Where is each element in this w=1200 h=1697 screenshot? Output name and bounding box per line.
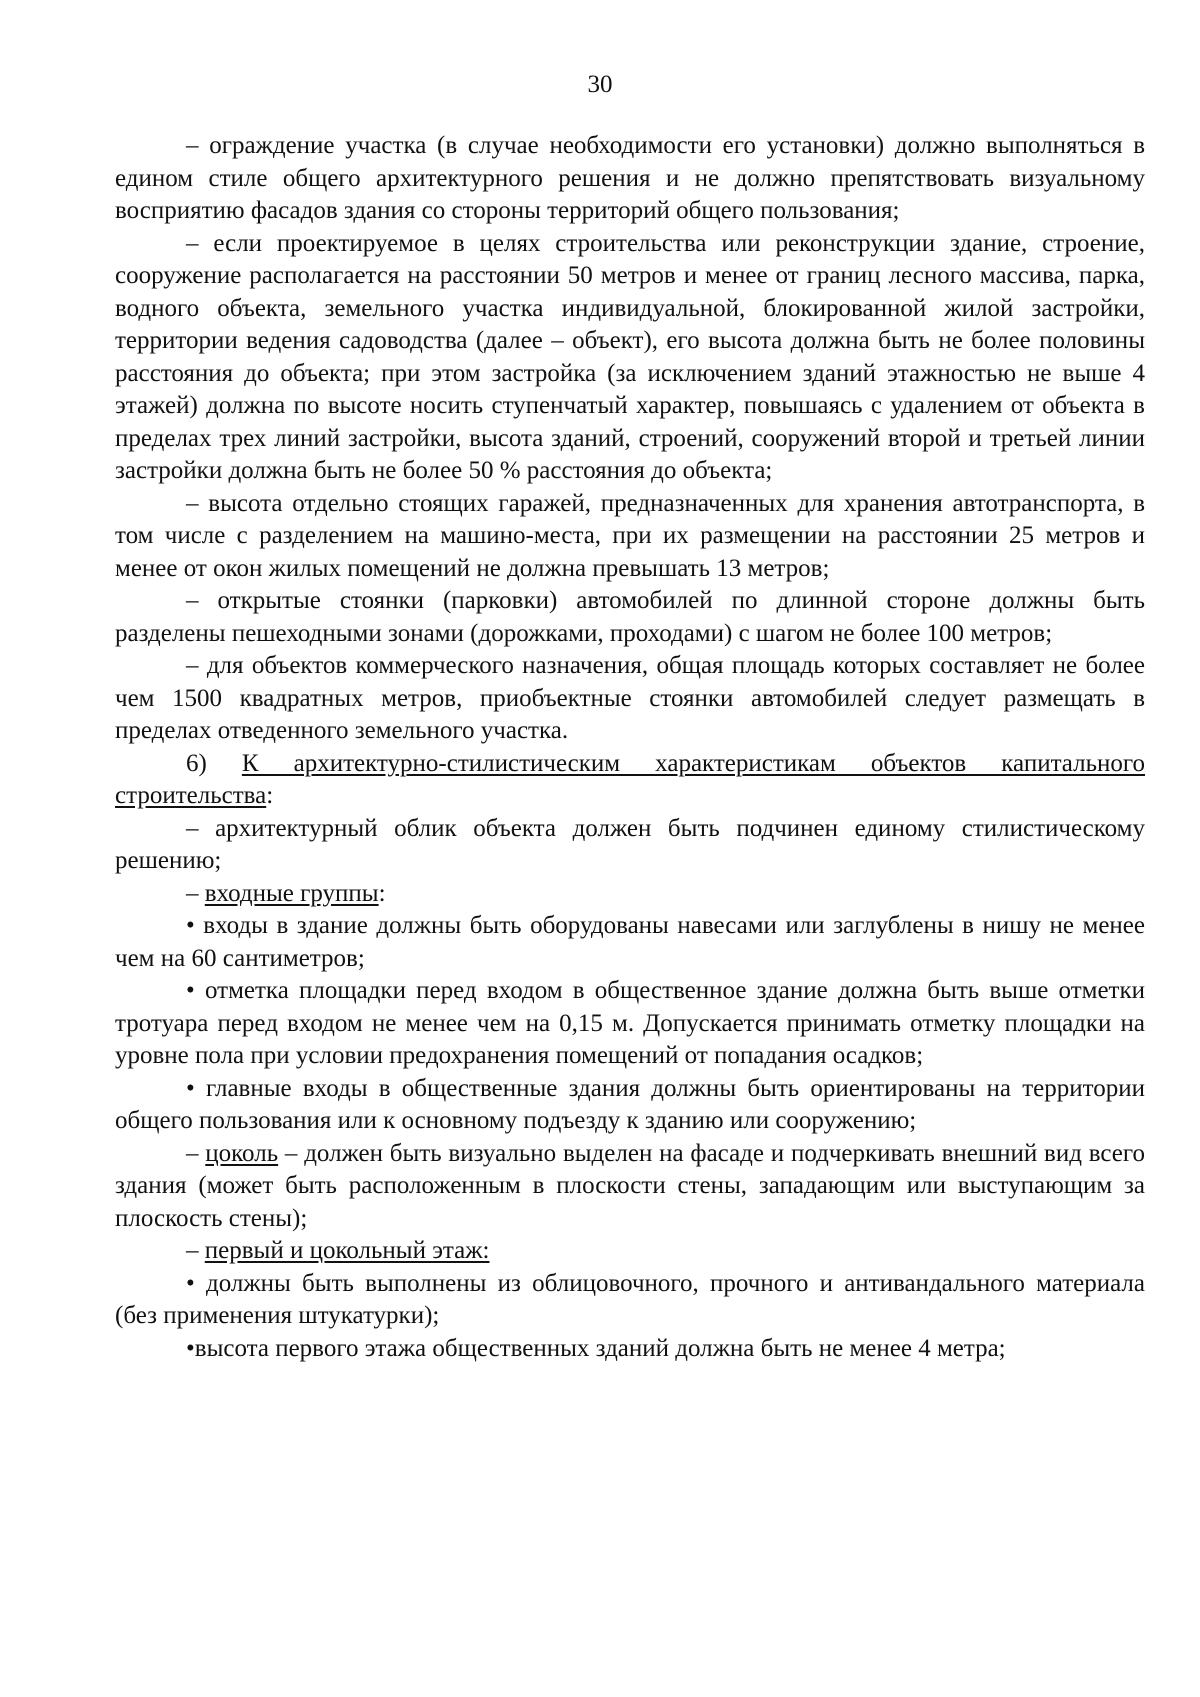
bullet-marker: • — [186, 912, 204, 939]
paragraph-commercial — [115, 650, 1145, 748]
dash-marker: – — [186, 1237, 205, 1264]
subheading-text: первый и цокольный этаж: — [204, 1237, 490, 1264]
page-number: 30 — [587, 71, 613, 98]
paragraph-height-limit — [115, 228, 1145, 488]
dash-marker: – — [186, 489, 209, 517]
dash-marker: – — [186, 229, 214, 257]
subheading-text: входные группы — [204, 879, 379, 907]
bullet-platform-level — [115, 975, 1145, 1073]
paragraph-style — [115, 813, 1145, 878]
dash-marker: – — [186, 879, 205, 907]
bullet-floor-height — [115, 1333, 1145, 1366]
paragraph-parking — [115, 585, 1145, 650]
bullet-marker: • — [186, 1269, 206, 1297]
section-colon: : — [266, 782, 274, 809]
subheading-first-floor — [115, 1235, 1145, 1268]
paragraph-text: архитектурный облик объекта должен быть подчинен единому стилистическому решению; — [115, 814, 1145, 874]
paragraph-text: открытые стоянки (парковки) автомобилей по длинной стороне должны быть разделены пешеходными зонами (дорожками, проходами) с шагом не более 100 метров; — [115, 587, 1145, 647]
dash-marker: – — [186, 814, 216, 842]
paragraph-garages — [115, 488, 1145, 586]
dash-marker: – — [186, 132, 210, 159]
bullet-materials — [115, 1268, 1145, 1333]
bullet-text: входы в здание должны быть оборудованы навесами или заглублены в нишу не менее чем на 60 сантиметров; — [115, 912, 1145, 972]
paragraph-text: – должен быть визуально выделен на фасаде и подчеркивать внешний вид всего здания (может быть расположенным в плоскости стены, западающим или выступающим за плоскость стены); — [115, 1139, 1145, 1232]
underlined-term: цоколь — [205, 1139, 279, 1167]
bullet-text: высота первого этажа общественных зданий должна быть не менее 4 метра; — [194, 1334, 1006, 1362]
bullet-text: главные входы в общественные здания должны быть ориентированы на территории общего пользования или к основному подъезду к зданию или сооружению; — [115, 1074, 1145, 1134]
section-heading-6 — [115, 748, 1145, 813]
subheading-colon: : — [378, 879, 386, 907]
paragraph-text: для объектов коммерческого назначения, общая площадь которых составляет не более чем 1500 квадратных метров, приобъектные стоянки автомобилей следует размещать в пределах отведенного земельного участка. — [115, 652, 1145, 744]
bullet-marker: • — [186, 1074, 206, 1102]
document-body — [115, 130, 1145, 1365]
bullet-main-entrances — [115, 1073, 1145, 1138]
section-number: 6) — [186, 749, 242, 777]
section-title: К архитектурно-стилистическим характеристикам объектов капитального строительства — [115, 749, 1146, 809]
bullet-canopies — [115, 910, 1145, 975]
paragraph-fence — [115, 130, 1145, 228]
dash-marker: – — [186, 1139, 206, 1167]
dash-marker: – — [186, 587, 218, 614]
bullet-text: должны быть выполнены из облицовочного, прочного и антивандального материала (без применения штукатурки); — [115, 1269, 1145, 1329]
paragraph-plinth — [115, 1138, 1145, 1236]
bullet-marker: • — [186, 977, 205, 1004]
paragraph-text: ограждение участка (в случае необходимости его установки) должно выполняться в едином стиле общего архитектурного решения и не должно препятствовать визуальному восприятию фасадов здания со стороны территорий общего пользования; — [115, 132, 1146, 224]
paragraph-text: если проектируемое в целях строительства или реконструкции здание, строение, сооружение располагается на расстоянии 50 метров и менее от границ лесного массива, парка, водного объекта, земельного участка индивидуальной, блокированной жилой застройки, территории ведения садоводства (далее – объект), его высота должна быть не более половины расстояния до объекта; при этом застройка (за исключением зданий этажностью не выше 4 этажей) должна по высоте носить ступенчатый характер, повышаясь с удалением от объекта в пределах трех линий застройки, высота зданий, строений, сооружений второй и третьей линии застройки должна быть не более 50 % расстояния до объекта; — [115, 229, 1145, 484]
bullet-marker: • — [186, 1334, 195, 1362]
paragraph-text: высота отдельно стоящих гаражей, предназначенных для хранения автотранспорта, в том числе с разделением на машино-места, при их размещении на расстоянии 25 метров и менее от окон жилых помещений не должна превышать 13 метров; — [115, 489, 1145, 582]
subheading-entrances — [115, 878, 1145, 911]
dash-marker: – — [186, 652, 207, 679]
bullet-text: отметка площадки перед входом в общественное здание должна быть выше отметки тротуара перед входом не менее чем на 0,15 м. Допускается принимать отметку площадки на уровне пола при условии предохранения помещений от попадания осадков; — [115, 977, 1145, 1069]
